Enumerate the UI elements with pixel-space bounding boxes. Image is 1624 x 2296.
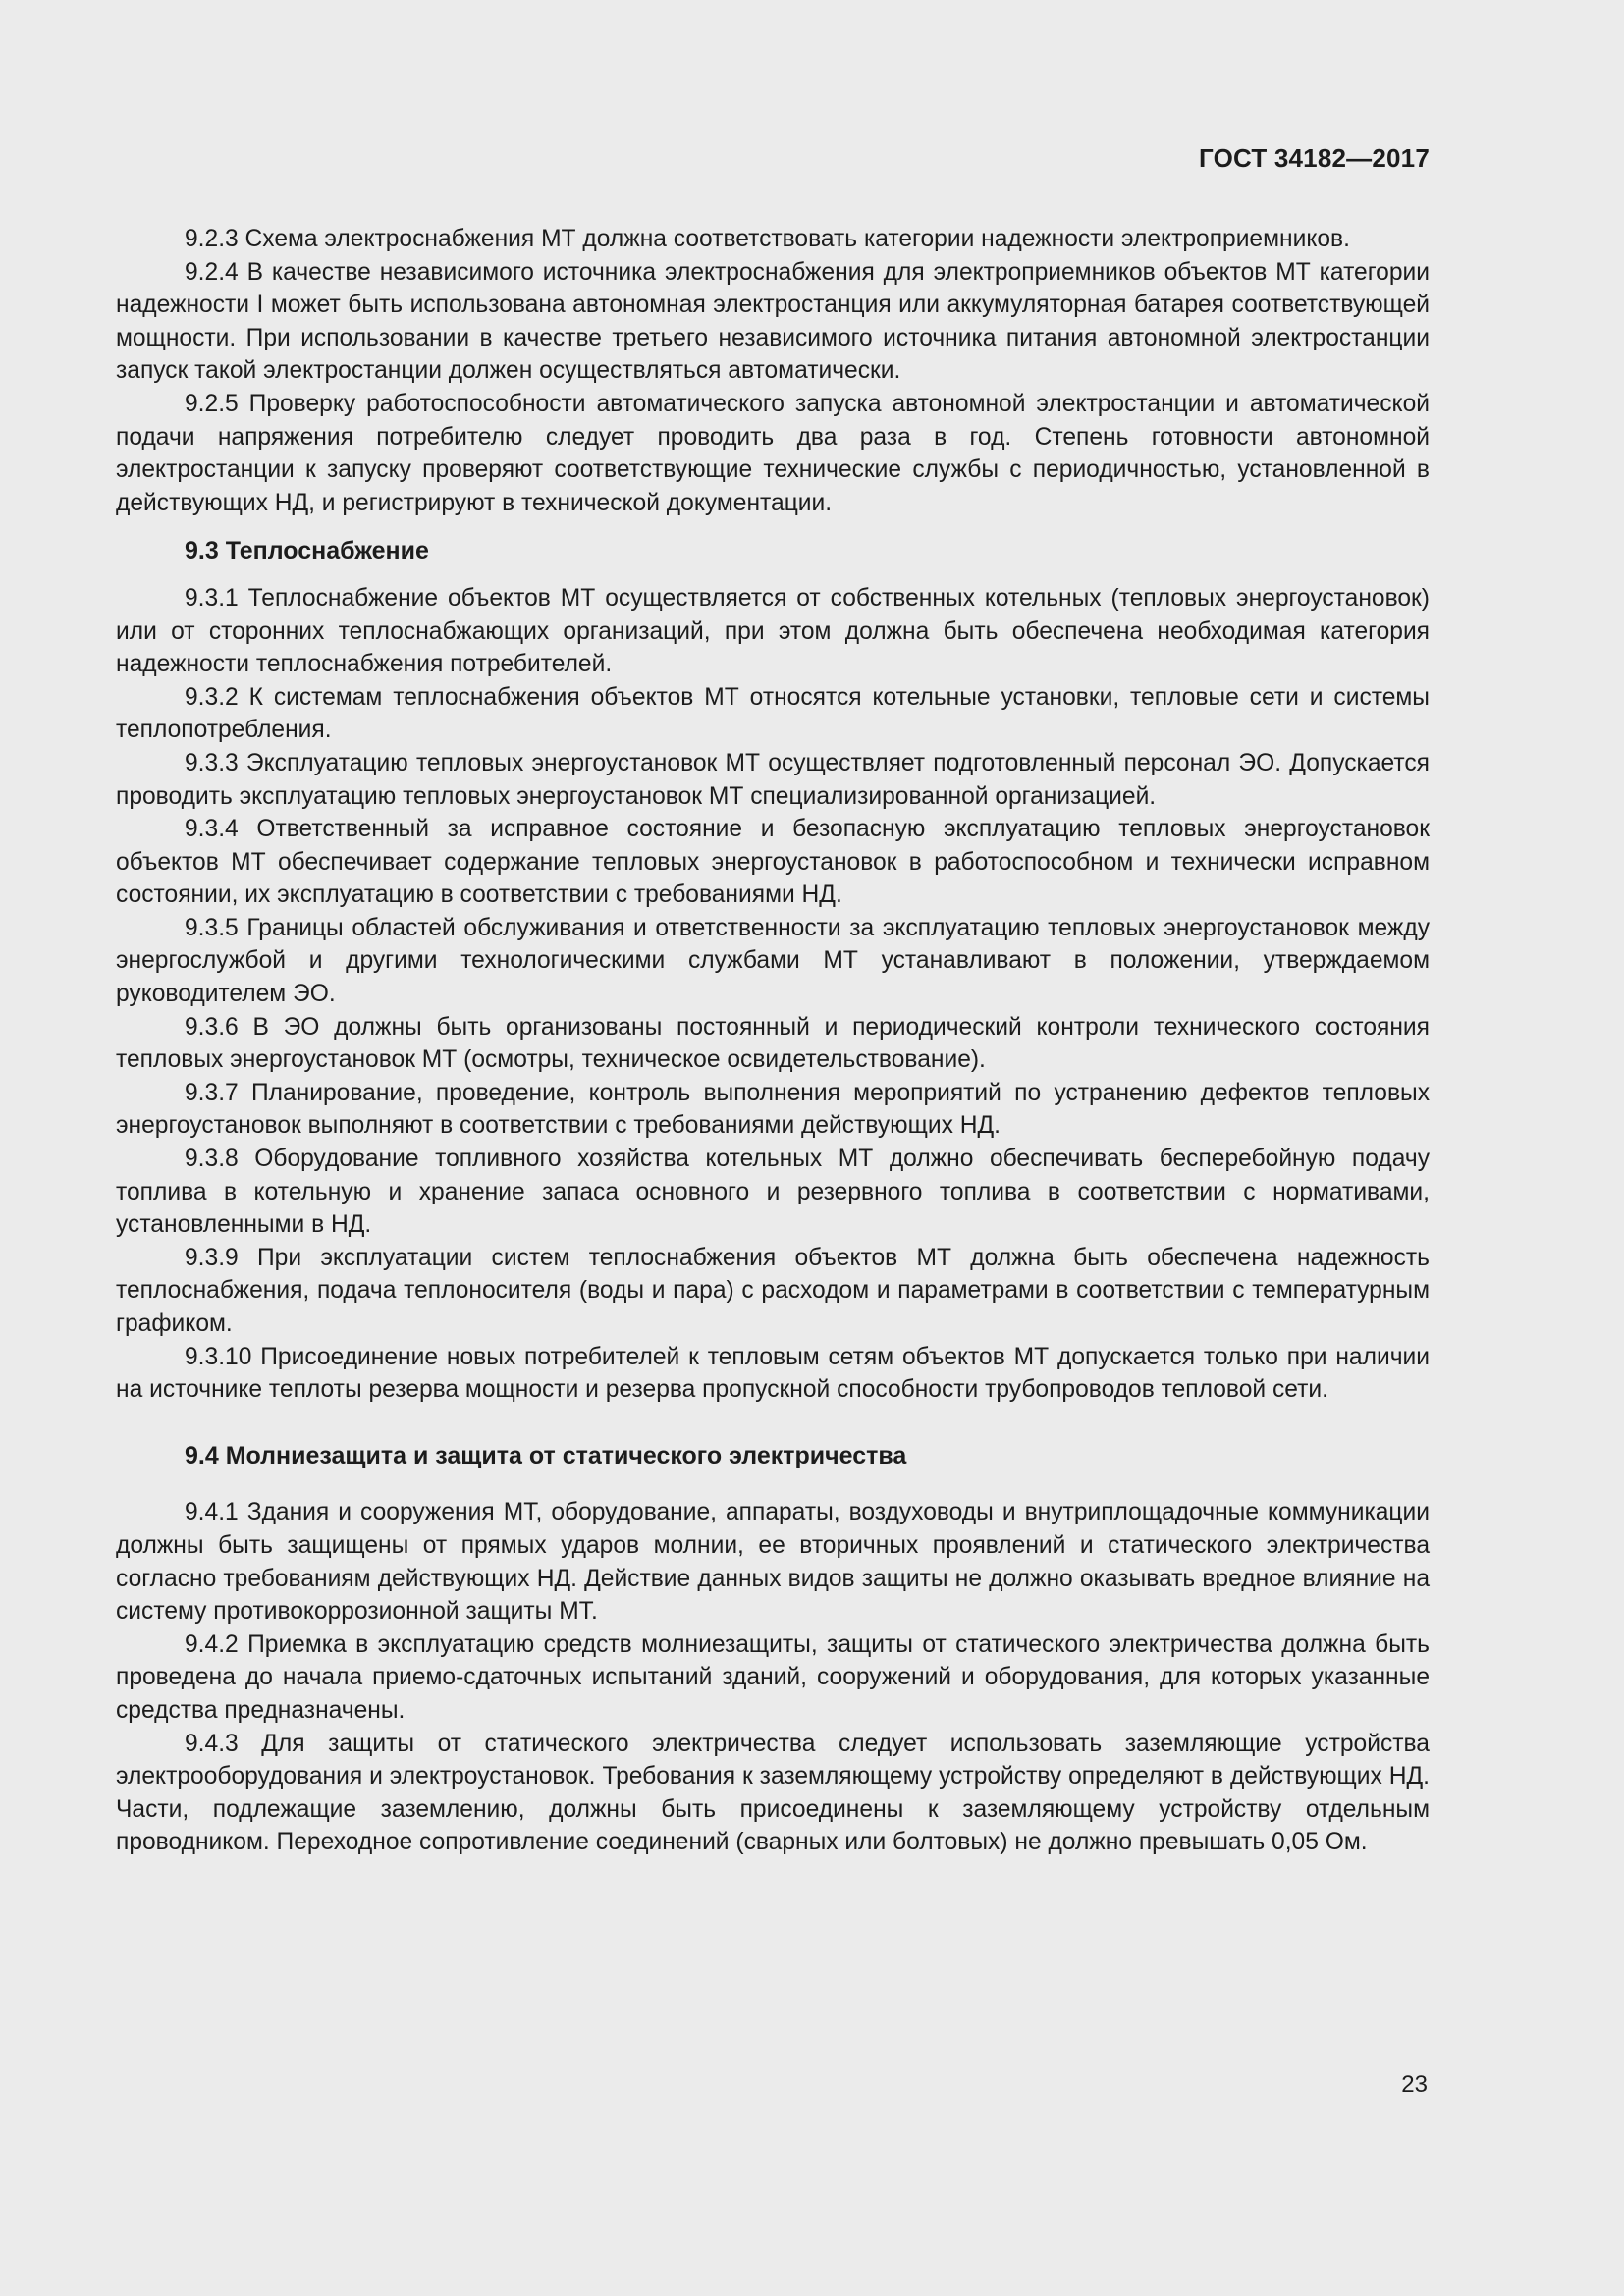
paragraph-9-2-3: 9.2.3 Схема электроснабжения МТ должна соответствовать категории надежности электроприемников. [185, 226, 1350, 252]
document-body [116, 223, 1430, 1859]
paragraph-9-3-1: 9.3.1 Теплоснабжение объектов МТ осуществляется от собственных котельных (тепловых энергоустановок) или от сторонних теплоснабжающих организаций, при этом должна быть обеспечена необходимая категория надежности теплоснабжения потребителей. [116, 584, 1430, 678]
paragraph-9-3-4: 9.3.4 Ответственный за исправное состояние и безопасную эксплуатацию тепловых энергоустановок объектов МТ обеспечивает содержание тепловых энергоустановок в работоспособном и технически исправном состоянии, их эксплуатацию в соответствии с требованиями НД. [116, 816, 1430, 909]
paragraph-9-2-4: 9.2.4 В качестве независимого источника электроснабжения для электроприемников объектов МТ категории надежности I может быть использована автономная электростанция или аккумуляторная батарея соответствующей мощности. При использовании в качестве третьего независимого источника питания автономной электростанции запуск такой электростанции должен осуществляться автоматически. [116, 258, 1430, 385]
paragraph-9-2-5: 9.2.5 Проверку работоспособности автоматического запуска автономной электростанции и автоматической подачи напряжения потребителю следует проводить два раза в год. Степень готовности автономной электростанции к запуску проверяют соответствующие технические службы с периодичностью, установленной в действующих НД, и регистрируют в технической документации. [116, 390, 1430, 516]
paragraph-9-4-2: 9.4.2 Приемка в эксплуатацию средств молниезащиты, защиты от статического электричества должна быть проведена до начала приемо-сдаточных испытаний зданий, сооружений и оборудования, для которых указанные средства предназначены. [116, 1630, 1430, 1724]
paragraph-9-3-6: 9.3.6 В ЭО должны быть организованы постоянный и периодический контроли технического состояния тепловых энергоустановок МТ (осмотры, техническое освидетельствование). [116, 1013, 1430, 1074]
page-number: 23 [1401, 2071, 1428, 2098]
paragraph-9-3-8: 9.3.8 Оборудование топливного хозяйства котельных МТ должно обеспечивать бесперебойную подачу топлива в котельную и хранение запаса основного и резервного топлива в соответствии с нормативами, установленными в НД. [116, 1146, 1430, 1239]
paragraph-9-3-2: 9.3.2 К системам теплоснабжения объектов МТ относятся котельные установки, тепловые сети и системы теплопотребления. [116, 683, 1430, 744]
paragraph-9-3-9: 9.3.9 При эксплуатации систем теплоснабжения объектов МТ должна быть обеспечена надежность теплоснабжения, подача теплоносителя (воды и пара) с расходом и параметрами в соответствии с температурным графиком. [116, 1244, 1430, 1337]
paragraph-9-3-10: 9.3.10 Присоединение новых потребителей к тепловым сетям объектов МТ допускается только при наличии на источнике теплоты резерва мощности и резерва пропускной способности трубопроводов тепловой сети. [116, 1343, 1430, 1404]
section-heading-9-4: 9.4 Молниезащита и защита от статического электричества [185, 1441, 907, 1469]
paragraph-9-4-3: 9.4.3 Для защиты от статического электричества следует использовать заземляющие устройства электрооборудования и электроустановок. Требования к заземляющему устройству определяют в действующих НД. Части, подлежащие заземлению, должны быть присоединены к заземляющему устройству отдельным проводником. Переходное сопротивление соединений (сварных или болтовых) не должно превышать 0,05 Ом. [116, 1730, 1430, 1856]
document-code-header: ГОСТ 34182—2017 [1199, 143, 1430, 173]
paragraph-9-3-5: 9.3.5 Границы областей обслуживания и ответственности за эксплуатацию тепловых энергоустановок между энергослужбой и другими технологическими службами МТ устанавливают в положении, утверждаемом руководителем ЭО. [116, 914, 1430, 1008]
paragraph-9-3-3: 9.3.3 Эксплуатацию тепловых энергоустановок МТ осуществляет подготовленный персонал ЭО. Допускается проводить эксплуатацию тепловых энергоустановок МТ специализированной организацией. [116, 749, 1430, 810]
paragraph-9-3-7: 9.3.7 Планирование, проведение, контроль выполнения мероприятий по устранению дефектов тепловых энергоустановок выполняют в соответствии с требованиями действующих НД. [116, 1079, 1430, 1140]
paragraph-9-4-1: 9.4.1 Здания и сооружения МТ, оборудование, аппараты, воздуховоды и внутриплощадочные коммуникации должны быть защищены от прямых ударов молнии, ее вторичных проявлений и статического электричества согласно требованиям действующих НД. Действие данных видов защиты не должно оказывать вредное влияние на систему противокоррозионной защиты МТ. [116, 1499, 1430, 1626]
section-heading-9-3: 9.3 Теплоснабжение [185, 537, 429, 565]
